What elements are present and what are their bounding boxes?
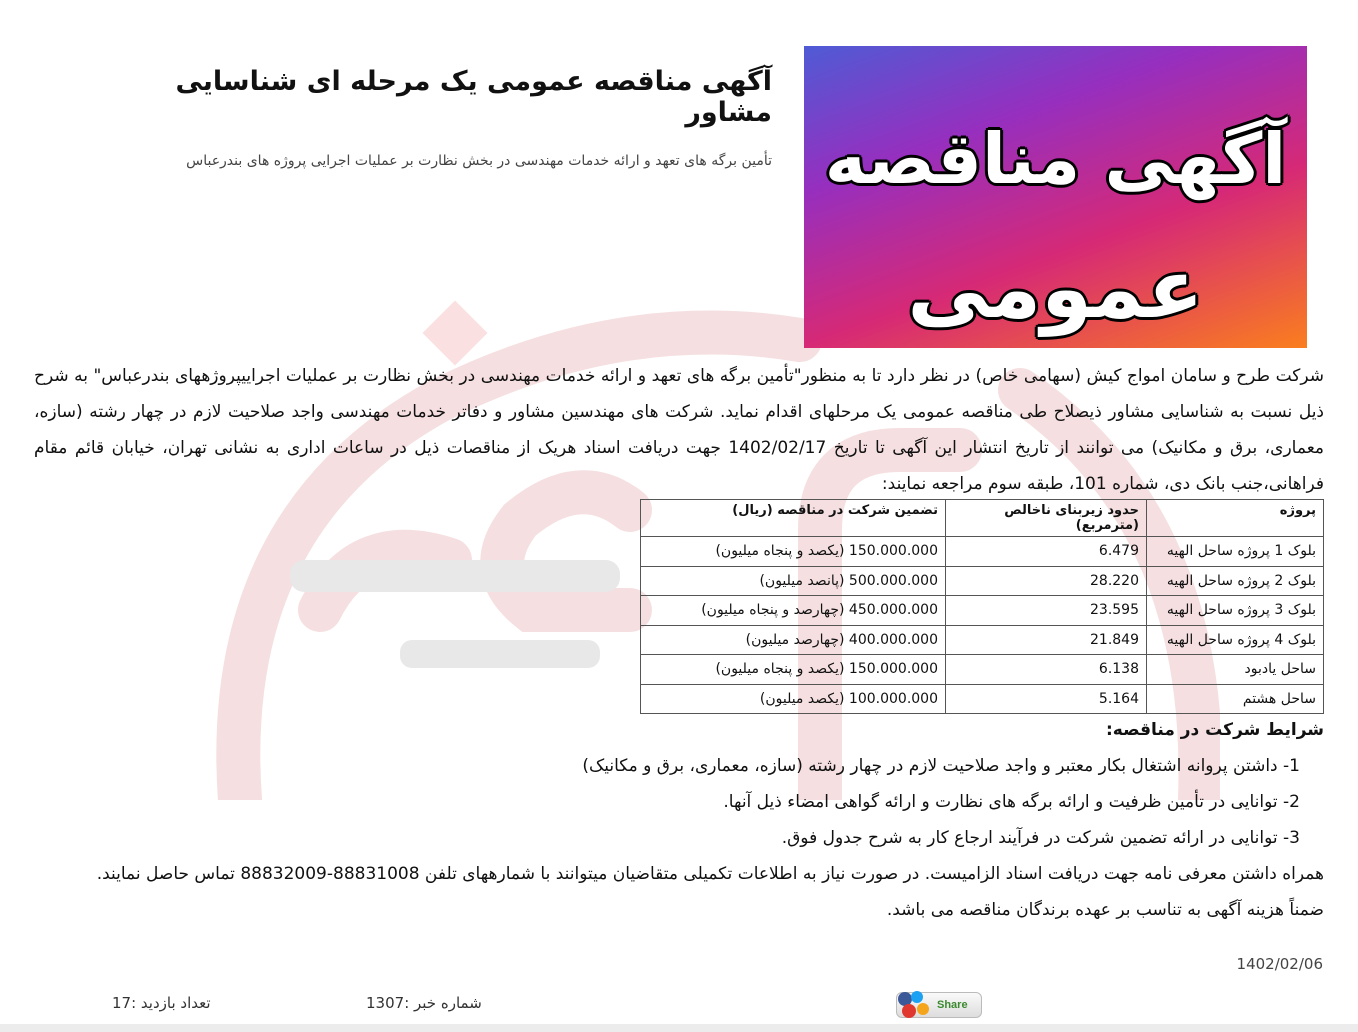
table-row [641, 625, 1324, 655]
header-project: پروژه [1147, 500, 1324, 537]
condition-item: 2- توانایی در تأمین ظرفیت و ارائه برگه های نظارت و ارائه گواهی امضاء ذیل آنها. [723, 792, 1300, 812]
cell-guarantee: 500.000.000 (پانصد میلیون) [641, 566, 946, 596]
table-header-row [641, 500, 1324, 537]
share-label: Share [937, 999, 968, 1011]
table-row [641, 566, 1324, 596]
banner-line-2: عمومی [907, 242, 1204, 337]
conditions-title: شرایط شرکت در مناقصه: [1106, 720, 1324, 740]
social-bubbles-icon [897, 989, 933, 1021]
cell-guarantee: 150.000.000 (یکصد و پنجاه میلیون) [641, 537, 946, 567]
table-row [641, 684, 1324, 714]
cell-area: 28.220 [946, 566, 1147, 596]
banner-line-1: آگهی مناقصه [824, 118, 1287, 200]
tender-table [640, 499, 1324, 714]
intro-paragraph: شرکت طرح و سامان امواج کیش (سهامی خاص) در نظر دارد تا به منظور"تأمین برگه های تعهد و ارائه خدمات مهندسی در بخش نظارت بر عملیات اجراییپروژههای بندرعباس" به شرح ذیل نسبت به شناسایی مشاور ذیصلاح طی مناقصه عمومی یک مرحلهای اقدام نماید. شرکت های مهندسین مشاور و دفاتر خدمات مهندسی واجد صلاحیت لازم در چهار رشته (سازه، معماری، برق و مکانیک) می توانند از تاریخ انتشار این آگهی تا تاریخ 1402/02/17 جهت دریافت اسناد هریک از مناقصات ذیل در ساعات اداری به نشانی تهران، خیابان قائم مقام فراهانی،جنب بانک دی، شماره 101، طبقه سوم مراجعه نمایند: [34, 366, 1324, 494]
cell-area: 21.849 [946, 625, 1147, 655]
share-button[interactable] [896, 992, 982, 1018]
conditions-list [34, 748, 1324, 856]
visit-count: تعداد بازدید :17 [112, 994, 211, 1012]
condition-item: 1- داشتن پروانه اشتغال بکار معتبر و واجد صلاحیت لازم در چهار رشته (سازه، معماری، برق و مکانیک) [582, 756, 1300, 776]
table-row [641, 537, 1324, 567]
article-subtitle: تأمین برگه های تعهد و ارائه خدمات مهندسی در بخش نظارت بر عملیات اجرایی پروژه های بندرعباس [186, 153, 772, 169]
table-row [641, 655, 1324, 685]
page-title: آگهی مناقصه عمومی یک مرحله ای شناسایی مشاور [175, 66, 772, 128]
closing-contact: همراه داشتن معرفی نامه جهت دریافت اسناد الزامیست. در صورت نیاز به اطلاعات تکمیلی متقاضیان میتوانند با شمارههای تلفن 88831008-88832009 تماس حاصل نمایند. [96, 864, 1324, 884]
table-row [641, 596, 1324, 626]
cell-project: بلوک 3 پروژه ساحل الهیه [1147, 596, 1324, 626]
header-guarantee: تضمین شرکت در مناقصه (ریال) [641, 500, 946, 537]
cell-project: بلوک 1 پروژه ساحل الهیه [1147, 537, 1324, 567]
cell-area: 5.164 [946, 684, 1147, 714]
tender-banner-image [804, 46, 1307, 348]
condition-item: 3- توانایی در ارائه تضمین شرکت در فرآیند ارجاع کار به شرح جدول فوق. [781, 828, 1300, 848]
bottom-scroll-bar [0, 1024, 1358, 1032]
cell-guarantee: 150.000.000 (یکصد و پنجاه میلیون) [641, 655, 946, 685]
cell-project: بلوک 2 پروژه ساحل الهیه [1147, 566, 1324, 596]
cell-area: 6.479 [946, 537, 1147, 567]
cell-guarantee: 450.000.000 (چهارصد و پنجاه میلیون) [641, 596, 946, 626]
cell-project: ساحل یادبود [1147, 655, 1324, 685]
cell-project: بلوک 4 پروژه ساحل الهیه [1147, 625, 1324, 655]
cell-area: 6.138 [946, 655, 1147, 685]
news-number: شماره خبر :1307 [366, 994, 482, 1012]
cell-guarantee: 400.000.000 (چهارصد میلیون) [641, 625, 946, 655]
conditions-section [34, 712, 1324, 928]
cell-project: ساحل هشتم [1147, 684, 1324, 714]
closing-fee-note: ضمناً هزینه آگهی به تناسب بر عهده برندگان مناقصه می باشد. [886, 900, 1324, 920]
publish-date: 1402/02/06 [1236, 955, 1323, 973]
header-area: حدود زیربنای ناخالص (مترمربع) [946, 500, 1147, 537]
cell-area: 23.595 [946, 596, 1147, 626]
cell-guarantee: 100.000.000 (یکصد میلیون) [641, 684, 946, 714]
